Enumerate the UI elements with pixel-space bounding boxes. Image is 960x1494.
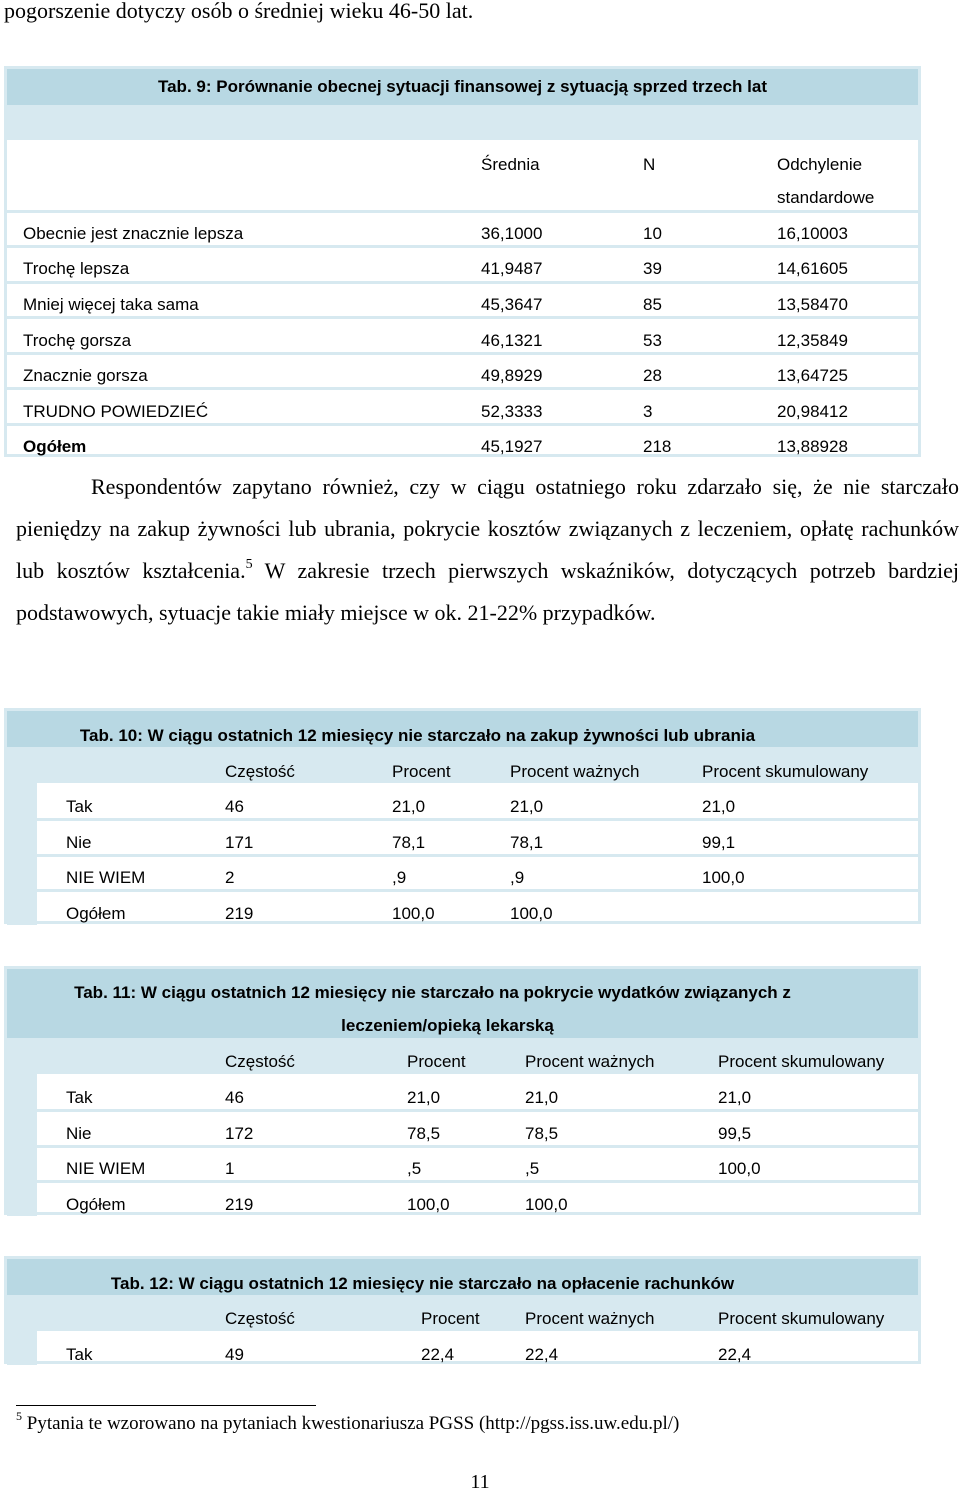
row-cumulative-percent: 100,0 bbox=[718, 1159, 761, 1178]
row-frequency: 1 bbox=[225, 1159, 235, 1178]
row-label: Ogółem bbox=[66, 1195, 126, 1214]
footnote-number: 5 bbox=[16, 1409, 22, 1423]
row-label: Tak bbox=[66, 797, 93, 816]
row-valid-percent: 78,1 bbox=[510, 833, 544, 852]
table-11-separator bbox=[37, 1180, 918, 1183]
header-valid-percent: Procent ważnych bbox=[525, 1052, 655, 1071]
row-sd: 13,88928 bbox=[777, 437, 848, 456]
table-9-header-sd: Odchylenie bbox=[777, 155, 863, 174]
row-label: Obecnie jest znacznie lepsza bbox=[23, 224, 244, 243]
header-frequency: Częstość bbox=[225, 1309, 295, 1328]
table-9-header-mean: Średnia bbox=[481, 155, 540, 174]
table-9-header-sd-2: standardowe bbox=[777, 188, 875, 207]
row-percent: ,5 bbox=[407, 1159, 422, 1178]
header-cumulative-percent: Procent skumulowany bbox=[702, 762, 869, 781]
table-9-title: Tab. 9: Porównanie obecnej sytuacji finansowej z sytuacją sprzed trzech lat bbox=[157, 77, 768, 96]
table-11-separator bbox=[37, 1109, 918, 1112]
row-frequency: 219 bbox=[225, 1195, 254, 1214]
header-percent: Procent bbox=[407, 1052, 466, 1071]
row-mean: 45,3647 bbox=[481, 295, 543, 314]
footnote-rule bbox=[16, 1405, 316, 1406]
row-percent: 78,1 bbox=[392, 833, 426, 852]
row-label: NIE WIEM bbox=[66, 868, 146, 887]
table-9-separator bbox=[7, 316, 918, 319]
row-mean: 49,8929 bbox=[481, 366, 543, 385]
row-frequency: 46 bbox=[225, 1088, 244, 1107]
row-mean: 45,1927 bbox=[481, 437, 543, 456]
table-11-separator bbox=[37, 1145, 918, 1148]
row-valid-percent: 78,5 bbox=[525, 1124, 559, 1143]
table-10 bbox=[4, 708, 921, 924]
row-label: Nie bbox=[66, 833, 92, 852]
row-label: Mniej więcej taka sama bbox=[23, 295, 199, 314]
row-cumulative-percent: 99,1 bbox=[702, 833, 736, 852]
row-cumulative-percent: 100,0 bbox=[702, 868, 745, 887]
row-valid-percent: 100,0 bbox=[525, 1195, 568, 1214]
table-9-separator bbox=[7, 245, 918, 248]
row-valid-percent: ,5 bbox=[525, 1159, 540, 1178]
row-percent: 21,0 bbox=[392, 797, 426, 816]
row-frequency: 2 bbox=[225, 868, 235, 887]
row-label: Tak bbox=[66, 1345, 93, 1364]
row-percent: 21,0 bbox=[407, 1088, 441, 1107]
row-cumulative-percent: 21,0 bbox=[702, 797, 736, 816]
row-mean: 41,9487 bbox=[481, 259, 543, 278]
table-12 bbox=[4, 1256, 921, 1364]
header-cumulative-percent: Procent skumulowany bbox=[718, 1052, 885, 1071]
row-n: 28 bbox=[643, 366, 662, 385]
row-valid-percent: ,9 bbox=[510, 868, 525, 887]
footnote-text: Pytania te wzorowano na pytaniach kwestionariusza PGSS (http://pgss.iss.uw.edu.pl/) bbox=[26, 1413, 680, 1434]
body-paragraph bbox=[16, 466, 959, 634]
row-valid-percent: 22,4 bbox=[525, 1345, 559, 1364]
table-11 bbox=[4, 966, 921, 1215]
table-11-title-line-1: Tab. 11: W ciągu ostatnich 12 miesięcy nie starczało na pokrycie wydatków związanych z bbox=[74, 983, 791, 1002]
row-valid-percent: 21,0 bbox=[525, 1088, 559, 1107]
table-11-title-line-2: leczeniem/opieką lekarską bbox=[341, 1016, 554, 1035]
row-sd: 20,98412 bbox=[777, 402, 848, 421]
row-n: 3 bbox=[643, 402, 653, 421]
row-sd: 16,10003 bbox=[777, 224, 848, 243]
page-number: 11 bbox=[470, 1471, 490, 1493]
row-label: Znacznie gorsza bbox=[23, 366, 148, 385]
table-10-title: Tab. 10: W ciągu ostatnich 12 miesięcy nie starczało na zakup żywności lub ubrania bbox=[79, 726, 756, 745]
table-9 bbox=[4, 66, 921, 457]
row-label: Tak bbox=[66, 1088, 93, 1107]
row-n: 53 bbox=[643, 331, 662, 350]
header-percent: Procent bbox=[421, 1309, 480, 1328]
header-frequency: Częstość bbox=[225, 762, 295, 781]
header-frequency: Częstość bbox=[225, 1052, 295, 1071]
header-valid-percent: Procent ważnych bbox=[525, 1309, 655, 1328]
row-label: Ogółem bbox=[66, 904, 126, 923]
row-label: Trochę gorsza bbox=[23, 331, 132, 350]
row-frequency: 46 bbox=[225, 797, 244, 816]
row-valid-percent: 21,0 bbox=[510, 797, 544, 816]
intro-line: pogorszenie dotyczy osób o średniej wieku 46-50 lat. bbox=[4, 0, 474, 23]
row-sd: 12,35849 bbox=[777, 331, 848, 350]
row-frequency: 171 bbox=[225, 833, 254, 852]
paragraph-part-1: Respondentów zapytano również, czy w ciągu ostatniego roku zdarzało się, że nie starczało pieniędzy na zakup żywności lub ubrania, pokrycie kosztów związanych z leczeniem, opłatę rachunków lub kosztów kształcenia. bbox=[16, 474, 959, 583]
row-cumulative-percent: 99,5 bbox=[718, 1124, 752, 1143]
row-label: Ogółem bbox=[23, 437, 87, 456]
row-n: 85 bbox=[643, 295, 662, 314]
table-9-separator bbox=[7, 352, 918, 355]
table-10-separator bbox=[37, 889, 918, 892]
row-n: 10 bbox=[643, 224, 662, 243]
table-10-separator bbox=[37, 818, 918, 821]
paragraph-part-2: W zakresie trzech pierwszych wskaźników, dotyczących potrzeb bardziej podstawowych, sytuacje takie miały miejsce w ok. 21-22% przypadków. bbox=[16, 558, 959, 625]
row-percent: 100,0 bbox=[392, 904, 435, 923]
row-sd: 13,58470 bbox=[777, 295, 848, 314]
row-percent: 78,5 bbox=[407, 1124, 441, 1143]
header-percent: Procent bbox=[392, 762, 451, 781]
row-n: 39 bbox=[643, 259, 662, 278]
header-valid-percent: Procent ważnych bbox=[510, 762, 640, 781]
row-label: Trochę lepsza bbox=[23, 259, 130, 278]
row-cumulative-percent: 22,4 bbox=[718, 1345, 752, 1364]
header-cumulative-percent: Procent skumulowany bbox=[718, 1309, 885, 1328]
row-frequency: 172 bbox=[225, 1124, 254, 1143]
row-sd: 13,64725 bbox=[777, 366, 848, 385]
table-9-spacer-band bbox=[7, 105, 918, 140]
row-frequency: 219 bbox=[225, 904, 254, 923]
row-n: 218 bbox=[643, 437, 672, 456]
row-mean: 46,1321 bbox=[481, 331, 543, 350]
table-10-separator bbox=[37, 854, 918, 857]
row-percent: 22,4 bbox=[421, 1345, 455, 1364]
row-sd: 14,61605 bbox=[777, 259, 848, 278]
table-9-separator bbox=[7, 423, 918, 426]
table-12-title: Tab. 12: W ciągu ostatnich 12 miesięcy nie starczało na opłacenie rachunków bbox=[110, 1274, 735, 1293]
footnote bbox=[16, 1409, 680, 1435]
row-percent: 100,0 bbox=[407, 1195, 450, 1214]
table-9-header-n: N bbox=[643, 155, 656, 174]
row-cumulative-percent: 21,0 bbox=[718, 1088, 752, 1107]
row-label: Nie bbox=[66, 1124, 92, 1143]
table-9-separator bbox=[7, 281, 918, 284]
table-9-separator bbox=[7, 387, 918, 390]
footnote-reference[interactable]: 5 bbox=[245, 557, 253, 572]
row-mean: 52,3333 bbox=[481, 402, 543, 421]
row-mean: 36,1000 bbox=[481, 224, 543, 243]
row-label: TRUDNO POWIEDZIEĆ bbox=[23, 402, 209, 421]
row-label: NIE WIEM bbox=[66, 1159, 146, 1178]
row-percent: ,9 bbox=[392, 868, 407, 887]
row-frequency: 49 bbox=[225, 1345, 244, 1364]
row-valid-percent: 100,0 bbox=[510, 904, 553, 923]
table-9-separator bbox=[7, 210, 918, 213]
